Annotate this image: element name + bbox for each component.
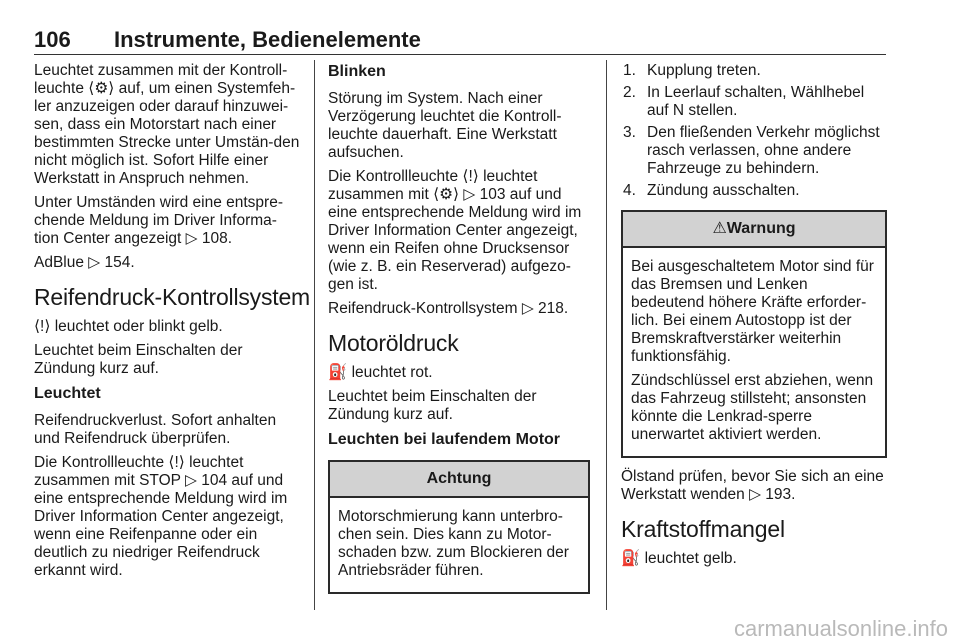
caution-title: Achtung — [330, 462, 588, 498]
paragraph: Störung im System. Nach einer Verzögerung leuchtet die Kontroll-leuchte dauerhaft. Eine Werkstatt aufsuchen. — [328, 90, 562, 161]
caution-text: Motorschmierung kann unterbro-chen sein. Dies kann zu Motor-schaden bzw. zum Blockieren der Antriebsräder führen. — [338, 508, 569, 579]
paragraph: Reifendruck-Kontrollsystem ▷ 218. — [328, 300, 569, 317]
warning-text: Bei ausgeschaltetem Motor sind für das Bremsen und Lenken bedeutend höhere Kräfte erforder-lich. Bei einem Autostopp ist der Bremskraftverstärker weiterhin funktionsfähig. — [631, 258, 874, 365]
list-item: 1. Kupplung treten. — [623, 62, 761, 79]
warning-box — [621, 210, 887, 458]
paragraph: Ölstand prüfen, bevor Sie sich an eine Werkstatt wenden ▷ 193. — [621, 468, 884, 503]
list-item: 4. Zündung ausschalten. — [623, 182, 800, 199]
page-number: 106 — [34, 27, 71, 52]
paragraph: Unter Umständen wird eine entspre-chende Meldung im Driver Informa-tion Center angezeigt ▷ 108. — [34, 194, 283, 247]
subheading-engine-running: Leuchten bei laufendem Motor — [328, 431, 561, 448]
caution-box — [328, 460, 590, 594]
paragraph: Die Kontrollleuchte ⟨!⟩ leuchtet zusammen mit ⟨⚙⟩ ▷ 103 auf und eine entsprechende Meldung wird im Driver Information Center angezeigt, wenn ein Reifen ohne Drucksensor (wie z. B. ein Reserverad) aufgezo-gen ist. — [328, 168, 582, 293]
section-heading-tire-pressure: Reifendruck-Kontrollsystem — [34, 284, 311, 310]
paragraph: ⟨!⟩ leuchtet oder blinkt gelb. — [34, 318, 223, 335]
steps-list — [621, 62, 887, 200]
list-item: 2. In Leerlauf schalten, Wählhebel auf N stellen. — [623, 84, 865, 119]
page-title: Instrumente, Bedienelemente — [114, 27, 421, 52]
section-heading-fuel: Kraftstoffmangel — [621, 516, 785, 542]
section-heading-oil-pressure: Motoröldruck — [328, 330, 459, 356]
header-rule — [34, 54, 886, 55]
caution-body — [330, 498, 588, 592]
warning-body — [623, 248, 885, 456]
column-divider — [314, 60, 315, 610]
warning-title: ⚠Warnung — [623, 212, 885, 248]
page-header — [34, 27, 886, 52]
list-item: 3. Den fließenden Verkehr möglichst rasch verlassen, ohne andere Fahrzeuge zu behindern. — [623, 124, 880, 177]
column-1 — [34, 62, 311, 586]
paragraph: AdBlue ▷ 154. — [34, 254, 135, 271]
paragraph: Reifendruckverlust. Sofort anhalten und Reifendruck überprüfen. — [34, 412, 277, 447]
paragraph: Die Kontrollleuchte ⟨!⟩ leuchtet zusammen mit STOP ▷ 104 auf und eine entsprechende Meldung wird im Driver Information Center angezeigt, wenn eine Reifenpanne oder ein deutlich zu niedriger Reifendruck erkannt wird. — [34, 454, 288, 579]
paragraph: Leuchtet zusammen mit der Kontroll-leuchte ⟨⚙⟩ auf, um einen Systemfeh-ler anzuzeigen oder darauf hinzuwei-sen, dass ein Motorstart nach einer bestimmten Strecke unter Umstän-den nicht möglich ist. Sofort Hilfe einer Werkstatt in Anspruch nehmen. — [34, 62, 300, 187]
column-divider — [606, 60, 607, 610]
paragraph: ⛽ leuchtet rot. — [328, 364, 433, 381]
paragraph: Leuchtet beim Einschalten der Zündung kurz auf. — [328, 388, 537, 423]
column-2 — [328, 62, 590, 604]
watermark: carmanualsonline.info — [733, 616, 948, 641]
subheading-blinking: Blinken — [328, 63, 386, 80]
paragraph: Leuchtet beim Einschalten der Zündung kurz auf. — [34, 342, 243, 377]
paragraph: ⛽ leuchtet gelb. — [621, 550, 737, 567]
warning-text: Zündschlüssel erst abziehen, wenn das Fahrzeug stillsteht; ansonsten könnte die Lenkrad-sperre unerwartet aktiviert werden. — [631, 372, 874, 443]
column-3 — [621, 62, 887, 574]
subheading-lit: Leuchtet — [34, 385, 101, 402]
